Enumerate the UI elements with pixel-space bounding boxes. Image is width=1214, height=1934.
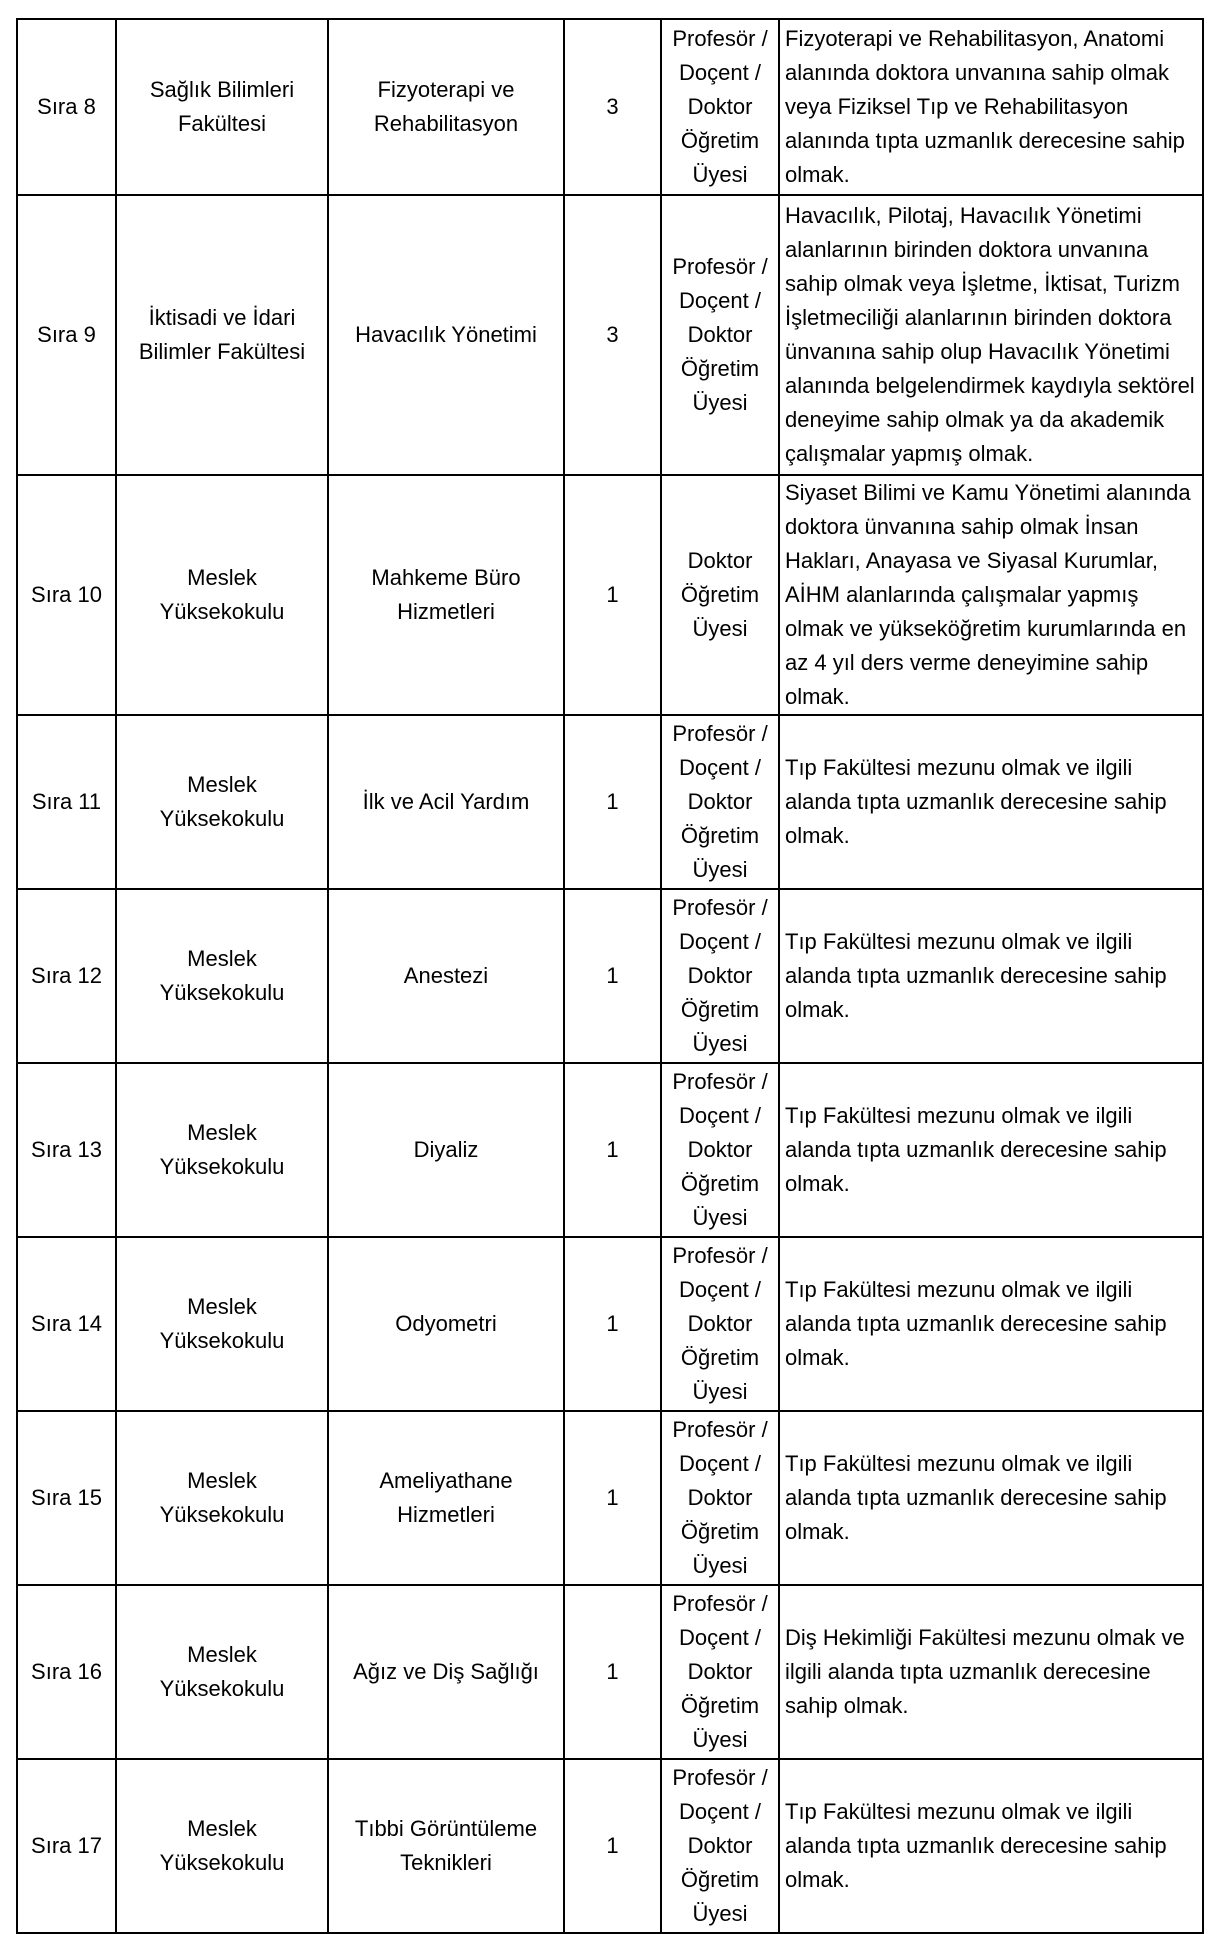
unit-cell: Meslek Yüksekokulu bbox=[116, 1759, 328, 1933]
unit-cell: İktisadi ve İdari Bilimler Fakültesi bbox=[116, 195, 328, 475]
row-number-cell: Sıra 9 bbox=[17, 195, 116, 475]
unit-cell: Meslek Yüksekokulu bbox=[116, 1585, 328, 1759]
position-count-cell: 3 bbox=[564, 19, 661, 195]
row-number-cell: Sıra 15 bbox=[17, 1411, 116, 1585]
position-count-cell: 1 bbox=[564, 715, 661, 889]
department-cell: Fizyoterapi ve Rehabilitasyon bbox=[328, 19, 564, 195]
unit-cell: Meslek Yüksekokulu bbox=[116, 1237, 328, 1411]
row-number-cell: Sıra 12 bbox=[17, 889, 116, 1063]
table-row bbox=[17, 475, 1203, 715]
academic-title-cell: Profesör / Doçent / Doktor Öğretim Üyesi bbox=[661, 889, 779, 1063]
requirements-cell: Tıp Fakültesi mezunu olmak ve ilgili alanda tıpta uzmanlık derecesine sahip olmak. bbox=[779, 1237, 1203, 1411]
requirements-cell: Tıp Fakültesi mezunu olmak ve ilgili alanda tıpta uzmanlık derecesine sahip olmak. bbox=[779, 715, 1203, 889]
department-cell: Ameliyathane Hizmetleri bbox=[328, 1411, 564, 1585]
row-number-cell: Sıra 8 bbox=[17, 19, 116, 195]
academic-title-cell: Doktor Öğretim Üyesi bbox=[661, 475, 779, 715]
row-number-cell: Sıra 10 bbox=[17, 475, 116, 715]
academic-title-cell: Profesör / Doçent / Doktor Öğretim Üyesi bbox=[661, 19, 779, 195]
unit-cell: Meslek Yüksekokulu bbox=[116, 475, 328, 715]
position-count-cell: 1 bbox=[564, 889, 661, 1063]
position-count-cell: 1 bbox=[564, 1063, 661, 1237]
table-row bbox=[17, 1585, 1203, 1759]
department-cell: Ağız ve Diş Sağlığı bbox=[328, 1585, 564, 1759]
academic-title-cell: Profesör / Doçent / Doktor Öğretim Üyesi bbox=[661, 1237, 779, 1411]
row-number-cell: Sıra 13 bbox=[17, 1063, 116, 1237]
position-count-cell: 3 bbox=[564, 195, 661, 475]
row-number-cell: Sıra 14 bbox=[17, 1237, 116, 1411]
unit-cell: Meslek Yüksekokulu bbox=[116, 1411, 328, 1585]
positions-table bbox=[16, 18, 1204, 1934]
unit-cell: Meslek Yüksekokulu bbox=[116, 715, 328, 889]
requirements-cell: Tıp Fakültesi mezunu olmak ve ilgili alanda tıpta uzmanlık derecesine sahip olmak. bbox=[779, 1759, 1203, 1933]
requirements-cell: Tıp Fakültesi mezunu olmak ve ilgili alanda tıpta uzmanlık derecesine sahip olmak. bbox=[779, 1411, 1203, 1585]
department-cell: İlk ve Acil Yardım bbox=[328, 715, 564, 889]
table-row bbox=[17, 19, 1203, 195]
row-number-cell: Sıra 16 bbox=[17, 1585, 116, 1759]
table-row bbox=[17, 1063, 1203, 1237]
position-count-cell: 1 bbox=[564, 1411, 661, 1585]
table-row bbox=[17, 715, 1203, 889]
department-cell: Havacılık Yönetimi bbox=[328, 195, 564, 475]
academic-title-cell: Profesör / Doçent / Doktor Öğretim Üyesi bbox=[661, 1063, 779, 1237]
unit-cell: Meslek Yüksekokulu bbox=[116, 1063, 328, 1237]
department-cell: Anestezi bbox=[328, 889, 564, 1063]
academic-title-cell: Profesör / Doçent / Doktor Öğretim Üyesi bbox=[661, 1585, 779, 1759]
department-cell: Tıbbi Görüntüleme Teknikleri bbox=[328, 1759, 564, 1933]
requirements-cell: Fizyoterapi ve Rehabilitasyon, Anatomi alanında doktora unvanına sahip olmak veya Fiziksel Tıp ve Rehabilitasyon alanında tıpta uzmanlık derecesine sahip olmak. bbox=[779, 19, 1203, 195]
requirements-cell: Havacılık, Pilotaj, Havacılık Yönetimi alanlarının birinden doktora unvanına sahip olmak veya İşletme, İktisat, Turizm İşletmeciliği alanlarının birinden doktora ünvanına sahip olup Havacılık Yönetimi alanında belgelendirmek kaydıyla sektörel deneyime sahip olmak ya da akademik çalışmalar yapmış olmak. bbox=[779, 195, 1203, 475]
table-row bbox=[17, 195, 1203, 475]
requirements-cell: Siyaset Bilimi ve Kamu Yönetimi alanında doktora ünvanına sahip olmak İnsan Hakları, Anayasa ve Siyasal Kurumlar, AİHM alanlarında çalışmalar yapmış olmak ve yükseköğretim kurumlarında en az 4 yıl ders verme deneyimine sahip olmak. bbox=[779, 475, 1203, 715]
academic-title-cell: Profesör / Doçent / Doktor Öğretim Üyesi bbox=[661, 715, 779, 889]
position-count-cell: 1 bbox=[564, 1237, 661, 1411]
unit-cell: Meslek Yüksekokulu bbox=[116, 889, 328, 1063]
requirements-cell: Diş Hekimliği Fakültesi mezunu olmak ve ilgili alanda tıpta uzmanlık derecesine sahip olmak. bbox=[779, 1585, 1203, 1759]
requirements-cell: Tıp Fakültesi mezunu olmak ve ilgili alanda tıpta uzmanlık derecesine sahip olmak. bbox=[779, 1063, 1203, 1237]
academic-title-cell: Profesör / Doçent / Doktor Öğretim Üyesi bbox=[661, 195, 779, 475]
row-number-cell: Sıra 11 bbox=[17, 715, 116, 889]
department-cell: Diyaliz bbox=[328, 1063, 564, 1237]
academic-title-cell: Profesör / Doçent / Doktor Öğretim Üyesi bbox=[661, 1759, 779, 1933]
position-count-cell: 1 bbox=[564, 1585, 661, 1759]
unit-cell: Sağlık Bilimleri Fakültesi bbox=[116, 19, 328, 195]
requirements-cell: Tıp Fakültesi mezunu olmak ve ilgili alanda tıpta uzmanlık derecesine sahip olmak. bbox=[779, 889, 1203, 1063]
position-count-cell: 1 bbox=[564, 475, 661, 715]
table-row bbox=[17, 1411, 1203, 1585]
department-cell: Mahkeme Büro Hizmetleri bbox=[328, 475, 564, 715]
table-row bbox=[17, 1237, 1203, 1411]
position-count-cell: 1 bbox=[564, 1759, 661, 1933]
table-row bbox=[17, 889, 1203, 1063]
department-cell: Odyometri bbox=[328, 1237, 564, 1411]
academic-title-cell: Profesör / Doçent / Doktor Öğretim Üyesi bbox=[661, 1411, 779, 1585]
row-number-cell: Sıra 17 bbox=[17, 1759, 116, 1933]
table-row bbox=[17, 1759, 1203, 1933]
